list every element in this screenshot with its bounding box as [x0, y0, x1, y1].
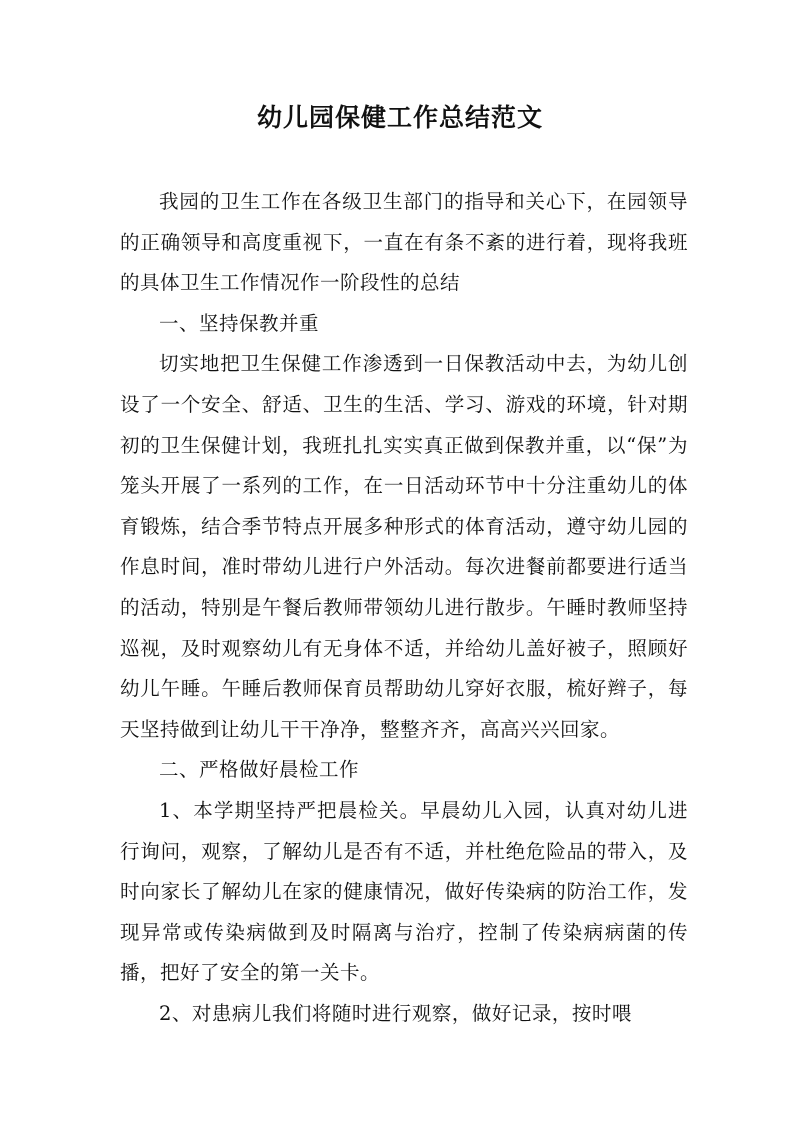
document-body — [120, 182, 688, 1034]
section-heading-2: 二、严格做好晨检工作 — [159, 758, 360, 782]
section-heading-1: 一、坚持保教并重 — [159, 311, 320, 335]
paragraph-item-2: 2、对患病儿我们将随时进行观察，做好记录，按时喂 — [159, 1001, 632, 1025]
paragraph-item-1: 1、本学期坚持严把晨检关。早晨幼儿入园，认真对幼儿进行询问，观察，了解幼儿是否有不适，并杜绝危险品的带入，及时向家长了解幼儿在家的健康情况，做好传染病的防治工作，发现异常或传染病做到及时隔离与治疗，控制了传染病病菌的传播，把好了安全的第一关卡。 — [120, 798, 688, 985]
paragraph-intro: 我园的卫生工作在各级卫生部门的指导和关心下，在园领导的正确领导和高度重视下，一直在有条不紊的进行着，现将我班的具体卫生工作情况作一阶段性的总结 — [120, 190, 688, 295]
document-title: 幼儿园保健工作总结范文 — [256, 103, 543, 132]
paragraph-section-1: 切实地把卫生保健工作渗透到一日保教活动中去，为幼儿创设了一个安全、舒适、卫生的生活、学习、游戏的环境，针对期初的卫生保健计划，我班扎扎实实真正做到保教并重，以“保”为笼头开展了一系列的工作，在一日活动环节中十分注重幼儿的体育锻炼，结合季节特点开展多种形式的体育活动，遵守幼儿园的作息时间，准时带幼儿进行户外活动。每次进餐前都要进行适当的活动，特别是午餐后教师带领幼儿进行散步。午睡时教师坚持巡视，及时观察幼儿有无身体不适，并给幼儿盖好被子，照顾好幼儿午睡。午睡后教师保育员帮助幼儿穿好衣服，梳好辫子，每天坚持做到让幼儿干干净净，整整齐齐，高高兴兴回家。 — [120, 352, 688, 741]
